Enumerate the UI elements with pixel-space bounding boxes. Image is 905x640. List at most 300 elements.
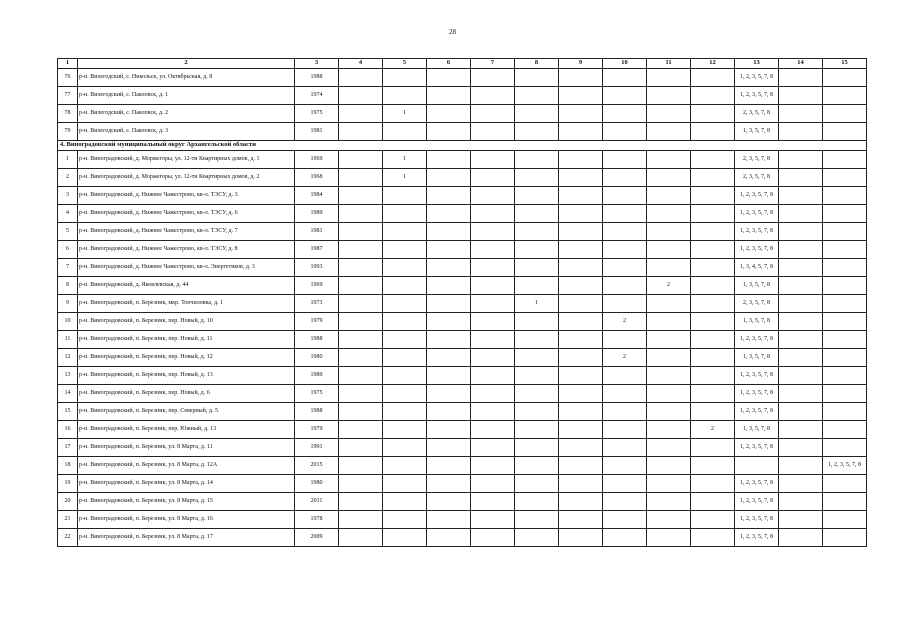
table-row (58, 349, 867, 367)
column-15-cell (823, 123, 867, 141)
year-cell: 1988 (295, 403, 339, 421)
column-13-cell: 1, 3, 5, 7, 8 (735, 277, 779, 295)
column-4-cell (339, 421, 383, 439)
column-9-cell (559, 475, 603, 493)
column-5-cell (383, 241, 427, 259)
column-10-cell (603, 457, 647, 475)
year-cell: 1989 (295, 367, 339, 385)
column-8-cell (515, 475, 559, 493)
column-4-cell (339, 457, 383, 475)
column-14-cell (779, 169, 823, 187)
column-4-cell (339, 493, 383, 511)
column-8-cell (515, 69, 559, 87)
column-7-cell (471, 421, 515, 439)
column-5-cell (383, 367, 427, 385)
column-9-cell (559, 151, 603, 169)
column-11-cell (647, 367, 691, 385)
column-5-cell (383, 403, 427, 421)
column-6-cell (427, 385, 471, 403)
table-row (58, 169, 867, 187)
column-13-cell: 1, 2, 3, 5, 7, 8 (735, 187, 779, 205)
column-4-cell (339, 69, 383, 87)
row-number-cell: 20 (58, 493, 78, 511)
column-14-cell (779, 105, 823, 123)
table-row (58, 87, 867, 105)
column-14-cell (779, 123, 823, 141)
column-9-cell (559, 295, 603, 313)
year-cell: 1981 (295, 223, 339, 241)
column-4-cell (339, 511, 383, 529)
column-9-cell (559, 205, 603, 223)
table-row (58, 475, 867, 493)
column-14-cell (779, 69, 823, 87)
address-cell: р-н. Виноградовский, п. Березник, пер. Новый, д. 13 (78, 367, 295, 385)
column-14-cell (779, 187, 823, 205)
column-6-cell (427, 151, 471, 169)
column-13-cell (735, 457, 779, 475)
column-11-cell (647, 241, 691, 259)
column-9-cell (559, 123, 603, 141)
year-cell: 1973 (295, 295, 339, 313)
column-12-cell (691, 295, 735, 313)
column-7-cell (471, 313, 515, 331)
column-7-cell (471, 403, 515, 421)
column-header-9: 9 (559, 59, 603, 69)
column-header-4: 4 (339, 59, 383, 69)
address-cell: р-н. Виноградовский, п. Березник, ул. 8 Марта, д. 17 (78, 529, 295, 547)
column-11-cell (647, 259, 691, 277)
column-header-5: 5 (383, 59, 427, 69)
column-8-cell (515, 511, 559, 529)
column-7-cell (471, 439, 515, 457)
column-13-cell: 1, 2, 3, 5, 7, 8 (735, 331, 779, 349)
column-10-cell (603, 367, 647, 385)
row-number-cell: 79 (58, 123, 78, 141)
address-cell: р-н. Вилегодский, с. Павловск, д. 2 (78, 105, 295, 123)
column-8-cell (515, 457, 559, 475)
column-6-cell (427, 169, 471, 187)
row-number-cell: 7 (58, 259, 78, 277)
column-12-cell (691, 241, 735, 259)
row-number-cell: 8 (58, 277, 78, 295)
column-7-cell (471, 169, 515, 187)
column-4-cell (339, 259, 383, 277)
column-14-cell (779, 511, 823, 529)
column-6-cell (427, 259, 471, 277)
column-8-cell (515, 493, 559, 511)
column-12-cell (691, 205, 735, 223)
column-13-cell: 1, 2, 3, 5, 7, 8 (735, 367, 779, 385)
column-13-cell: 1, 2, 3, 5, 7, 8 (735, 475, 779, 493)
address-cell: р-н. Виноградовский, п. Березник, ул. 8 Марта, д. 16 (78, 511, 295, 529)
column-13-cell: 2, 3, 5, 7, 8 (735, 151, 779, 169)
column-14-cell (779, 367, 823, 385)
column-9-cell (559, 349, 603, 367)
address-cell: р-н. Виноградовский, п. Березник, пер. Новый, д. 6 (78, 385, 295, 403)
column-6-cell (427, 69, 471, 87)
column-header-12: 12 (691, 59, 735, 69)
column-15-cell (823, 529, 867, 547)
column-9-cell (559, 259, 603, 277)
year-cell: 2015 (295, 457, 339, 475)
column-11-cell (647, 151, 691, 169)
column-11-cell (647, 313, 691, 331)
column-9-cell (559, 105, 603, 123)
table-row (58, 493, 867, 511)
column-6-cell (427, 367, 471, 385)
column-8-cell (515, 169, 559, 187)
column-11-cell (647, 331, 691, 349)
column-header-2: 2 (78, 59, 295, 69)
column-14-cell (779, 331, 823, 349)
year-cell: 1975 (295, 105, 339, 123)
column-6-cell (427, 529, 471, 547)
table-row (58, 205, 867, 223)
table-row (58, 223, 867, 241)
column-14-cell (779, 403, 823, 421)
column-11-cell (647, 385, 691, 403)
column-13-cell: 2, 3, 5, 7, 8 (735, 169, 779, 187)
column-10-cell (603, 493, 647, 511)
column-header-13: 13 (735, 59, 779, 69)
column-11-cell (647, 349, 691, 367)
column-6-cell (427, 349, 471, 367)
row-number-cell: 76 (58, 69, 78, 87)
year-cell: 1987 (295, 241, 339, 259)
column-7-cell (471, 187, 515, 205)
year-cell: 1979 (295, 313, 339, 331)
column-4-cell (339, 295, 383, 313)
column-5-cell (383, 331, 427, 349)
column-7-cell (471, 385, 515, 403)
address-cell: р-н. Виноградовский, д. Нижнее Чажестрово, кв-л. ТЭСУ, д. 7 (78, 223, 295, 241)
column-9-cell (559, 69, 603, 87)
column-12-cell (691, 475, 735, 493)
column-7-cell (471, 241, 515, 259)
address-cell: р-н. Виноградовский, д. Нижнее Чажестрово, кв-л. ТЭСУ, д. 3 (78, 187, 295, 205)
column-9-cell (559, 457, 603, 475)
table-row (58, 403, 867, 421)
column-15-cell (823, 105, 867, 123)
column-4-cell (339, 87, 383, 105)
column-10-cell: 2 (603, 349, 647, 367)
column-12-cell (691, 457, 735, 475)
column-15-cell (823, 313, 867, 331)
column-13-cell: 1, 3, 5, 7, 8 (735, 313, 779, 331)
column-12-cell (691, 313, 735, 331)
column-5-cell (383, 69, 427, 87)
column-8-cell (515, 259, 559, 277)
column-9-cell (559, 241, 603, 259)
column-15-cell (823, 241, 867, 259)
year-cell: 1988 (295, 331, 339, 349)
column-4-cell (339, 331, 383, 349)
column-12-cell (691, 69, 735, 87)
table-row (58, 511, 867, 529)
column-13-cell: 1, 2, 3, 5, 7, 8 (735, 87, 779, 105)
column-11-cell (647, 223, 691, 241)
column-10-cell (603, 295, 647, 313)
column-14-cell (779, 493, 823, 511)
column-9-cell (559, 529, 603, 547)
column-6-cell (427, 457, 471, 475)
column-7-cell (471, 349, 515, 367)
column-10-cell (603, 421, 647, 439)
column-8-cell (515, 105, 559, 123)
column-15-cell (823, 223, 867, 241)
column-10-cell (603, 69, 647, 87)
column-12-cell (691, 403, 735, 421)
column-15-cell (823, 493, 867, 511)
column-15-cell (823, 367, 867, 385)
column-9-cell (559, 403, 603, 421)
table-row (58, 529, 867, 547)
table-row (58, 151, 867, 169)
column-5-cell (383, 421, 427, 439)
column-14-cell (779, 295, 823, 313)
column-5-cell (383, 277, 427, 295)
table-row (58, 421, 867, 439)
column-15-cell (823, 403, 867, 421)
column-14-cell (779, 259, 823, 277)
column-9-cell (559, 223, 603, 241)
column-12-cell (691, 277, 735, 295)
column-header-10: 10 (603, 59, 647, 69)
address-cell: р-н. Виноградовский, д. Нижнее Чажестрово, кв-л. ТЭСУ, д. 6 (78, 205, 295, 223)
column-11-cell (647, 529, 691, 547)
column-10-cell (603, 151, 647, 169)
year-cell: 1974 (295, 87, 339, 105)
column-12-cell (691, 87, 735, 105)
column-11-cell (647, 123, 691, 141)
column-5-cell (383, 385, 427, 403)
column-11-cell (647, 169, 691, 187)
column-12-cell (691, 187, 735, 205)
column-11-cell (647, 475, 691, 493)
column-15-cell (823, 421, 867, 439)
address-cell: р-н. Виноградовский, п. Березник, ул. 8 Марта, д. 12А (78, 457, 295, 475)
column-4-cell (339, 151, 383, 169)
column-7-cell (471, 205, 515, 223)
column-13-cell: 1, 2, 3, 5, 7, 8 (735, 529, 779, 547)
column-7-cell (471, 277, 515, 295)
column-5-cell (383, 529, 427, 547)
table-row (58, 295, 867, 313)
table-row (58, 331, 867, 349)
year-cell: 1978 (295, 511, 339, 529)
column-6-cell (427, 105, 471, 123)
column-6-cell (427, 187, 471, 205)
column-15-cell (823, 151, 867, 169)
column-4-cell (339, 105, 383, 123)
column-13-cell: 2, 3, 5, 7, 8 (735, 105, 779, 123)
column-11-cell: 2 (647, 277, 691, 295)
column-7-cell (471, 151, 515, 169)
table-row (58, 439, 867, 457)
column-5-cell (383, 123, 427, 141)
row-number-cell: 2 (58, 169, 78, 187)
column-6-cell (427, 493, 471, 511)
column-15-cell (823, 277, 867, 295)
column-6-cell (427, 313, 471, 331)
column-9-cell (559, 187, 603, 205)
column-6-cell (427, 123, 471, 141)
column-8-cell (515, 151, 559, 169)
column-10-cell (603, 223, 647, 241)
column-11-cell (647, 87, 691, 105)
column-12-cell (691, 385, 735, 403)
column-14-cell (779, 313, 823, 331)
column-12-cell (691, 331, 735, 349)
column-6-cell (427, 87, 471, 105)
column-10-cell (603, 187, 647, 205)
column-header-6: 6 (427, 59, 471, 69)
column-5-cell (383, 349, 427, 367)
row-number-cell: 5 (58, 223, 78, 241)
column-4-cell (339, 241, 383, 259)
row-number-cell: 77 (58, 87, 78, 105)
column-4-cell (339, 367, 383, 385)
column-14-cell (779, 87, 823, 105)
column-8-cell (515, 205, 559, 223)
year-cell: 1988 (295, 69, 339, 87)
column-7-cell (471, 529, 515, 547)
row-number-cell: 16 (58, 421, 78, 439)
column-15-cell (823, 439, 867, 457)
column-7-cell (471, 105, 515, 123)
row-number-cell: 10 (58, 313, 78, 331)
register-table (57, 58, 867, 547)
column-6-cell (427, 421, 471, 439)
address-cell: р-н. Вилегодский, с. Павловск, д. 1 (78, 87, 295, 105)
column-13-cell: 2, 3, 5, 7, 8 (735, 295, 779, 313)
section-title: 4. Виноградовский муниципальный округ Архангельской области (58, 141, 867, 151)
column-7-cell (471, 475, 515, 493)
address-cell: р-н. Виноградовский, д. Моржегоры, ул. 12-ти Квартирных домов, д. 2 (78, 169, 295, 187)
column-13-cell: 1, 3, 4, 5, 7, 8 (735, 259, 779, 277)
column-7-cell (471, 259, 515, 277)
column-5-cell (383, 205, 427, 223)
column-10-cell (603, 529, 647, 547)
address-cell: р-н. Виноградовский, д. Яковлевская, д. 44 (78, 277, 295, 295)
row-number-cell: 17 (58, 439, 78, 457)
column-9-cell (559, 331, 603, 349)
column-5-cell (383, 439, 427, 457)
year-cell: 1975 (295, 385, 339, 403)
column-header-1: 1 (58, 59, 78, 69)
column-9-cell (559, 169, 603, 187)
column-4-cell (339, 223, 383, 241)
column-11-cell (647, 493, 691, 511)
column-13-cell: 1, 3, 5, 7, 8 (735, 349, 779, 367)
column-12-cell (691, 511, 735, 529)
column-5-cell (383, 511, 427, 529)
year-cell: 1981 (295, 123, 339, 141)
column-4-cell (339, 187, 383, 205)
column-15-cell: 1, 2, 3, 5, 7, 8 (823, 457, 867, 475)
column-10-cell (603, 241, 647, 259)
column-11-cell (647, 403, 691, 421)
column-11-cell (647, 457, 691, 475)
address-cell: р-н. Виноградовский, п. Березник, пер. Южный, д. 13 (78, 421, 295, 439)
column-8-cell (515, 349, 559, 367)
column-9-cell (559, 385, 603, 403)
column-9-cell (559, 439, 603, 457)
column-8-cell (515, 403, 559, 421)
column-11-cell (647, 105, 691, 123)
header-row (58, 59, 867, 69)
column-13-cell: 1, 2, 3, 5, 7, 8 (735, 439, 779, 457)
address-cell: р-н. Вилегодский, с. Никольск, ул. Октябрьская, д. 8 (78, 69, 295, 87)
year-cell: 2011 (295, 493, 339, 511)
year-cell: 1979 (295, 421, 339, 439)
row-number-cell: 4 (58, 205, 78, 223)
column-7-cell (471, 223, 515, 241)
column-4-cell (339, 349, 383, 367)
column-8-cell (515, 439, 559, 457)
column-13-cell: 1, 2, 3, 5, 7, 8 (735, 403, 779, 421)
column-14-cell (779, 241, 823, 259)
year-cell: 1989 (295, 205, 339, 223)
column-12-cell (691, 169, 735, 187)
column-7-cell (471, 123, 515, 141)
table-row (58, 313, 867, 331)
column-10-cell (603, 259, 647, 277)
table-row (58, 241, 867, 259)
column-5-cell (383, 475, 427, 493)
column-15-cell (823, 87, 867, 105)
year-cell: 1969 (295, 277, 339, 295)
column-12-cell (691, 105, 735, 123)
column-5-cell (383, 259, 427, 277)
column-6-cell (427, 475, 471, 493)
column-13-cell: 1, 2, 3, 5, 7, 8 (735, 493, 779, 511)
column-4-cell (339, 205, 383, 223)
row-number-cell: 21 (58, 511, 78, 529)
address-cell: р-н. Вилегодский, с. Павловск, д. 3 (78, 123, 295, 141)
column-14-cell (779, 223, 823, 241)
column-5-cell (383, 493, 427, 511)
column-12-cell (691, 493, 735, 511)
column-11-cell (647, 511, 691, 529)
column-6-cell (427, 511, 471, 529)
column-8-cell (515, 123, 559, 141)
column-5-cell (383, 223, 427, 241)
row-number-cell: 15 (58, 403, 78, 421)
year-cell: 1980 (295, 349, 339, 367)
column-14-cell (779, 349, 823, 367)
table-row (58, 457, 867, 475)
column-7-cell (471, 493, 515, 511)
row-number-cell: 14 (58, 385, 78, 403)
column-8-cell (515, 385, 559, 403)
column-9-cell (559, 87, 603, 105)
column-10-cell (603, 403, 647, 421)
column-6-cell (427, 331, 471, 349)
column-15-cell (823, 259, 867, 277)
address-cell: р-н. Виноградовский, п. Березник, ул. 8 Марта, д. 15 (78, 493, 295, 511)
column-11-cell (647, 421, 691, 439)
column-12-cell (691, 439, 735, 457)
column-9-cell (559, 277, 603, 295)
column-8-cell (515, 313, 559, 331)
column-5-cell (383, 313, 427, 331)
column-9-cell (559, 511, 603, 529)
column-10-cell (603, 205, 647, 223)
column-12-cell (691, 529, 735, 547)
table-body (58, 59, 867, 547)
column-15-cell (823, 169, 867, 187)
